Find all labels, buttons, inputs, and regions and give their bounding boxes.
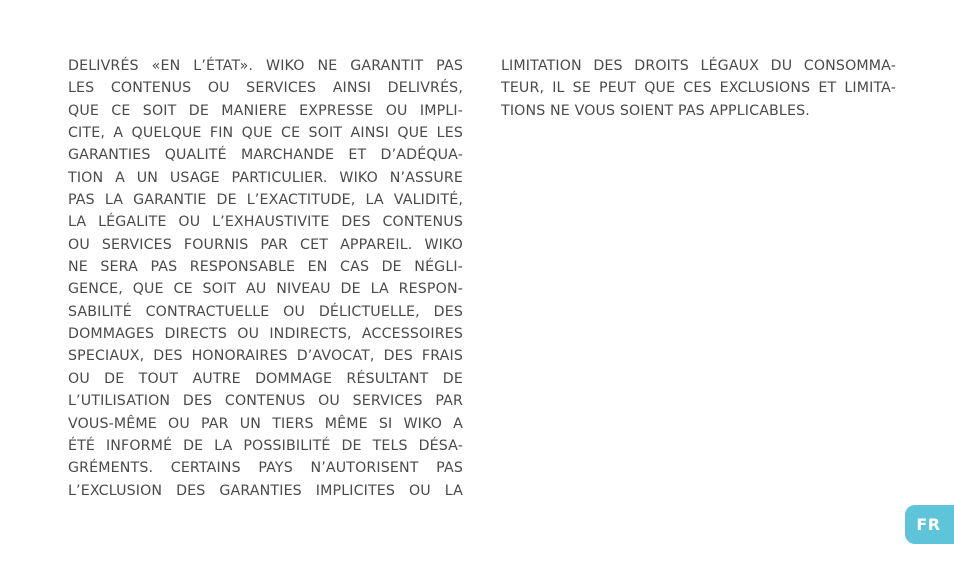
text-line: GENCE, QUE CE SOIT AU NIVEAU DE LA RESPON- [68, 281, 463, 298]
text-line: SABILITÉ CONTRACTUELLE OU DÉLICTUELLE, DES [68, 303, 463, 320]
text-line: PAS LA GARANTIE DE L’EXACTITUDE, LA VALIDITÉ, [68, 192, 463, 209]
language-tab-label: FR [916, 515, 941, 534]
text-line: TION A UN USAGE PARTICULIER. WIKO N’ASSURE [68, 169, 463, 186]
text-line: ÉTÉ INFORMÉ DE LA POSSIBILITÉ DE TELS DÉSA- [68, 437, 463, 454]
text-line: DOMMAGES DIRECTS OU INDIRECTS, ACCESSOIRES [68, 326, 463, 343]
text-line: CITE, A QUELQUE FIN QUE CE SOIT AINSI QUE LES [68, 125, 463, 142]
text-line: L’UTILISATION DES CONTENUS OU SERVICES PAR [68, 393, 463, 410]
text-line: L’EXCLUSION DES GARANTIES IMPLICITES OU LA [68, 482, 463, 499]
left-text-column [68, 55, 463, 502]
text-line: LIMITATION DES DROITS LÉGAUX DU CONSOMMA- [501, 58, 896, 74]
text-line: DELIVRÉS «EN L’ÉTAT». WIKO NE GARANTIT PAS [68, 58, 463, 74]
text-line: LES CONTENUS OU SERVICES AINSI DELIVRÉS, [68, 80, 463, 97]
right-text-column [501, 55, 896, 122]
text-line: SPECIAUX, DES HONORAIRES D’AVOCAT, DES FRAIS [68, 348, 463, 365]
text-line: QUE CE SOIT DE MANIERE EXPRESSE OU IMPLI- [68, 102, 463, 119]
text-line: OU SERVICES FOURNIS PAR CET APPAREIL. WIKO [68, 236, 463, 253]
text-line: NE SERA PAS RESPONSABLE EN CAS DE NÉGLI- [68, 259, 463, 276]
text-line: GRÉMENTS. CERTAINS PAYS N’AUTORISENT PAS [68, 460, 463, 477]
language-tab-fr[interactable] [905, 505, 954, 544]
text-line: OU DE TOUT AUTRE DOMMAGE RÉSULTANT DE [68, 370, 463, 387]
text-line: TEUR, IL SE PEUT QUE CES EXCLUSIONS ET LIMITA- [501, 80, 896, 97]
text-line: VOUS-MÊME OU PAR UN TIERS MÊME SI WIKO A [68, 415, 463, 432]
text-line: LA LÉGALITE OU L’EXHAUSTIVITE DES CONTENUS [68, 214, 463, 231]
text-line: TIONS NE VOUS SOIENT PAS APPLICABLES. [501, 102, 810, 119]
text-line: GARANTIES QUALITÉ MARCHANDE ET D’ADÉQUA- [68, 147, 463, 164]
